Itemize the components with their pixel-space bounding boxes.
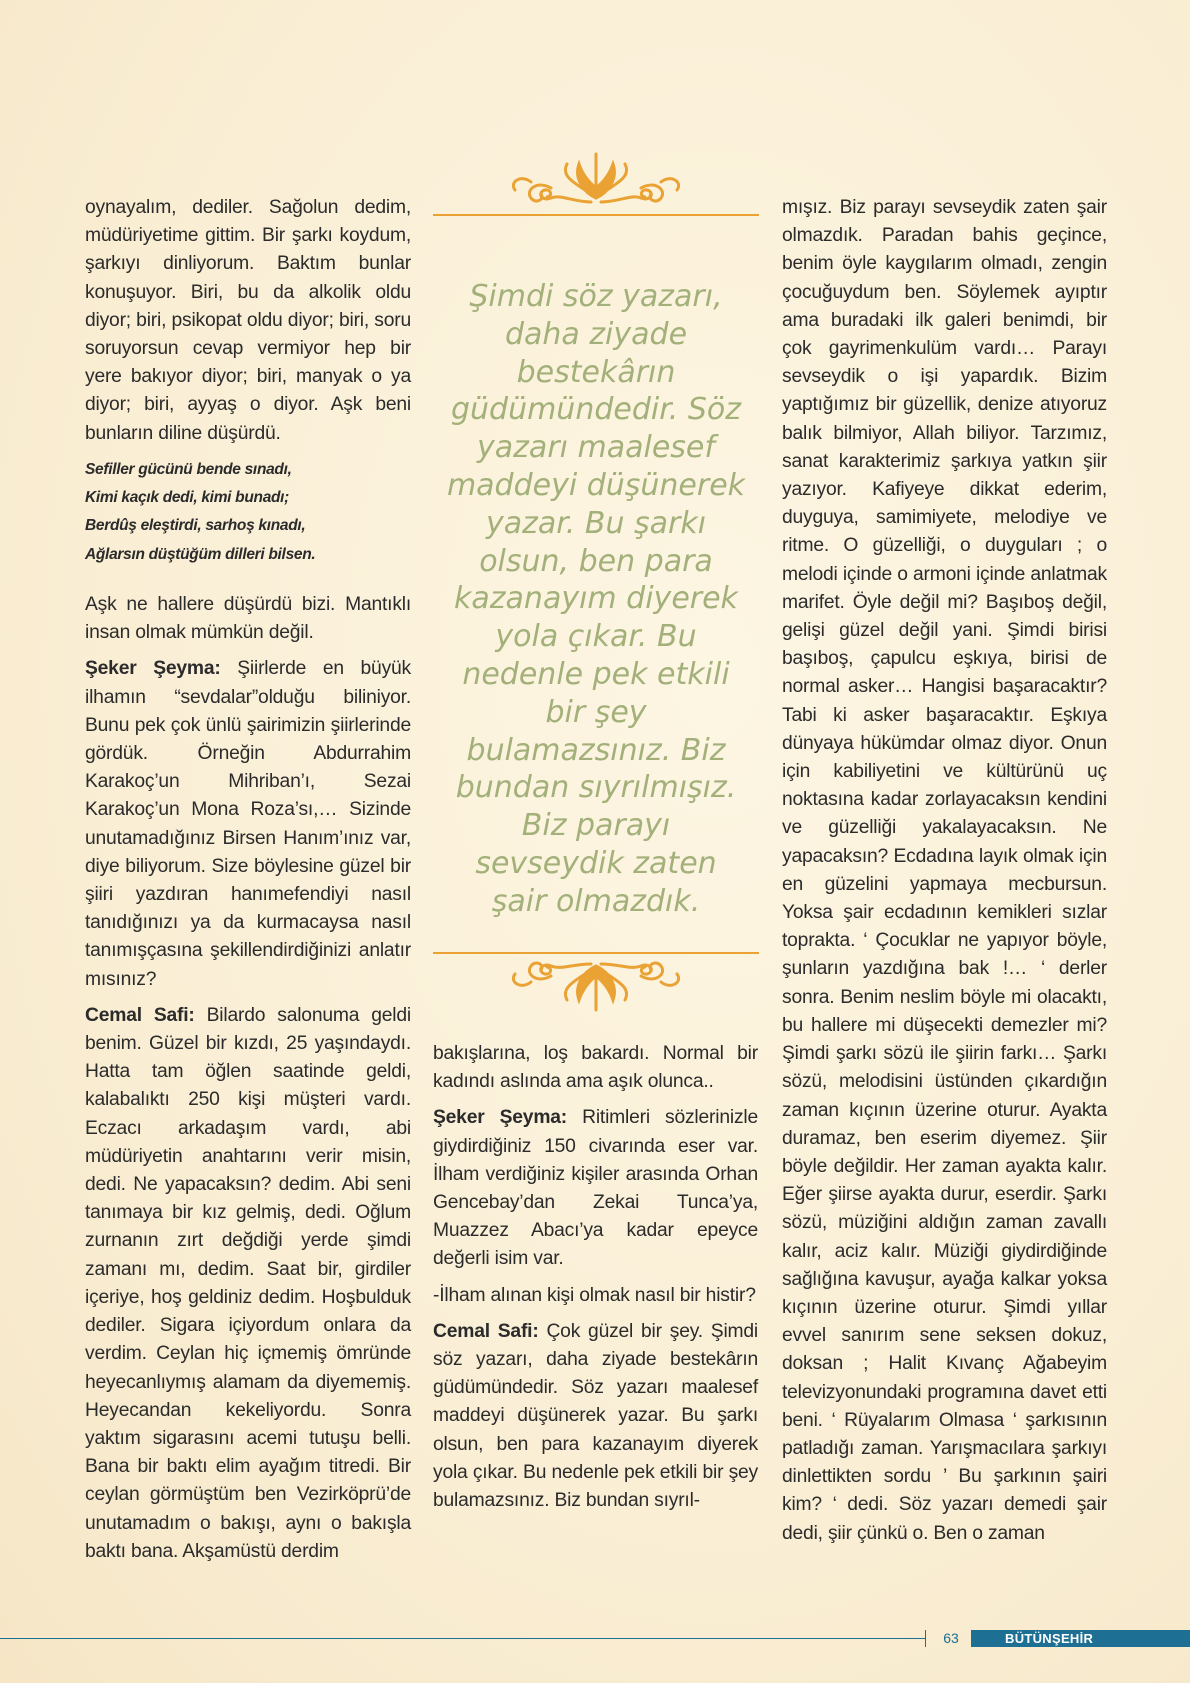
footer-divider: [925, 1630, 926, 1647]
divider-line: [433, 952, 759, 954]
poem-line: Berdûş eleştirdi, sarhoş kınadı,: [85, 517, 306, 535]
bottom-ornament: [433, 952, 759, 1012]
interview-question: [433, 1104, 758, 1273]
poem-stanza: [85, 456, 411, 569]
speaker-name: Cemal Safi:: [433, 1320, 539, 1342]
answer-text: Çok güzel bir şey. Şimdi söz yazarı, daha ziyade bestekârın güdümündedir. Söz yazarı maalesef maddeyi düşünerek yazar. Bu şarkı olsun, ben para kazanayım diyerek yola çıkar. Bu nedenle pek etkili bir şey bulamazsınız. Biz bundan sıyrıl-: [433, 1320, 758, 1512]
divider-line: [433, 214, 759, 216]
paragraph: mışız. Biz parayı sevseydik zaten şair olmazdık. Paradan bahis geçince, benim öyle kaygılarım olmadı, zengin çocuğuydum ben. Söylemek ayıptır ama buradaki ilk galeri benimdi, bir çok gayrimenkulüm vardı… Parayı sevseydik o işi yapardık. Bizim yaptığımız bir güzellik, denize atıyoruz balık bilmiyor, Allah biliyor. Tarzımız, sanat karakterimiz şarkıya yatkın şiir yazıyor. Kafiyeye dikkat ederim, duyguya, samimiyete, melodiye ve ritme. O güzelliği, o duyguları ; o melodi içinde o armoni içinde anlatmak marifet. Öyle değil mi? Başıboş değil, gelişi güzel değil yani. Şimdi birisi başıboş, çapulcu eşkıya, birisi de normal asker… Hangisi başaracaktır? Tabi ki asker başaracaktır. Eşkıya dünyaya hükümdar olmaz diyor. Onun için kabiliyetini ve kültürünü uç noktasına kadar zorlayacaksın kendini ve güzelliği yakalayacaksın. Ne yapacaksın? Ecdadına layık olmak için en güzelini yapmaya mecbursun. Yoksa şair ecdadının kemikleri sızlar toprakta. ‘ Çocuklar ne yapıyor böyle, şunların yazdığına bak !… ‘ derler sonra. Benim neslim böyle mi olacaktı, bu hallere mi düşecekti demezler mi? Şimdi şarkı sözü ile şiirin farkı… Şarkı sözü, melodisini üstünden çıkardığın zaman kıçının üzerine oturur. Ayakta duramaz, ben eserim diyemez. Şiir böyle değildir. Her zaman ayakta kalır. Eğer şiirse ayakta durur, eserdir. Şarkı sözü, müziğini aldığın zaman zavallı kalır, aciz kalır. Müziği giydirdiğinde sağlığına kavuşur, ayağa kalkar yoksa kıçının üzerine oturur. Şimdi yıllar evvel sanırım sene seksen dokuz, doksan ; Halit Kıvanç Ağabeyim televizyonundaki programına davet etti beni. ‘ Rüyalarım Olmasa ‘ şarkısının patladığı zaman. Yarışmacılara şarkıyı dinlettikten sordu ’ Bu şarkının şairi kim? ‘ dedi. Söz yazarı demedi şair dedi, şiir çünkü o. Ben o zaman: [782, 197, 1107, 1544]
question-text: Ritimleri sözlerinizle giydirdiğiniz 150 civarında eser var. İlham verdiğiniz kişiler arasında Orhan Gencebay’dan Zekai Tunca’ya, Muazzez Abacı’ya kadar epeyce değerli isim var.: [433, 1107, 759, 1270]
magazine-brand: BÜTÜNŞEHİR: [971, 1630, 1190, 1647]
question-text: Şiirlerde en büyük ilhamın “sevdalar”olduğu biliniyor. Bunu pek çok ünlü şairimizin şiirlerinde gördük. Örneğin Abdurrahim Karakoç’un Mihriban’ı, Sezai Karakoç’un Mona Roza’sı,… Sizinde unutamadığınız Birsen Hanım’ınız var, diye biliyorum. Size böylesine güzel bir şiiri yazdıran hanımefendiyi nasıl tanıdığınızı ya da kurmacaysa nasıl tanımışçasına şekillendirdiğinizi anlatır mısınız?: [85, 658, 411, 990]
pull-quote: Şimdi söz yazarı, daha ziyade bestekârın güdümündedir. Söz yazarı maalesef maddeyi düşünerek yazar. Bu şarkı olsun, ben para kazanayım diyerek yola çıkar. Bu nedenle pek etkili bir şey bulamazsınız. Biz bundan sıyrılmışız. Biz parayı sevseydik zaten şair olmazdık.: [446, 279, 746, 919]
interview-answer: [433, 1318, 758, 1515]
flourish-icon: [433, 956, 759, 1012]
top-ornament: [433, 152, 759, 222]
interview-question: -İlham alınan kişi olmak nasıl bir histir?: [433, 1284, 756, 1306]
speaker-name: Cemal Safi:: [85, 1004, 195, 1026]
page-number: 63: [943, 1630, 959, 1646]
interview-answer: [85, 1002, 411, 1566]
answer-text: Bilardo salonuma geldi benim. Güzel bir kızdı, 25 yaşındaydı. Hatta tam öğlen saatinde geldi, kalabalıktı 250 kişi müşteri vardı. Eczacı arkadaşım vardı, abi müdüriyetin anahtarını verir misin, dedi. Ne yapacaksın? dedim. Abi seni tanımaya bir kız gelmiş, dedi. Oğlum zurnanın zırt değdiği yerde şimdi zamanı mı, dedim. Saat bir, girdiler içeriye, hoş geldiniz dedim. Hoşbulduk dediler. Sigara içiyordum onlara da verdim. Ceylan hiç içmemiş ömründe heyecanlıymış alamam da diyememiş. Heyecandan kekeliyordu. Sonra yaktım sigarasını acemi tutuşu belli. Bana bir baktı elim ayağım titredi. Bir ceylan görmüştüm ben Vezirköprü’de unutamadım o bakışı, aynı o bakışla baktı bana. Akşamüstü derdim: [85, 1004, 411, 1562]
article-column-1: [85, 194, 411, 1574]
paragraph: oynayalım, dediler. Sağolun dedim, müdüriyetime gittim. Bir şarkı koydum, şarkıyı dinliyorum. Baktım bunlar konuşuyor. Biri, bu da alkolik oldu diyor; biri, psikopat oldu diyor; biri, soru soruyorsun cevap vermiyor hep bir yere bakıyor diyor; biri, manyak o ya diyor; biri, ayyaş o diyor. Aşk beni bunların diline düşürdü.: [85, 197, 411, 444]
speaker-name: Şeker Şeyma:: [85, 658, 221, 680]
poem-line: Sefiller gücünü bende sınadı,: [85, 460, 292, 478]
speaker-name: Şeker Şeyma:: [433, 1107, 568, 1129]
poem-line: Ağlarsın düştüğüm dilleri bilsen.: [85, 545, 316, 563]
paragraph: bakışlarına, loş bakardı. Normal bir kadındı aslında ama aşık olunca..: [433, 1043, 758, 1093]
interview-question: [85, 655, 411, 993]
flourish-icon: [433, 152, 759, 214]
page-footer: [0, 1630, 1190, 1654]
footer-rule: [0, 1638, 925, 1639]
article-column-3: [782, 194, 1107, 1556]
paragraph: Aşk ne hallere düşürdü bizi. Mantıklı insan olmak mümkün değil.: [85, 594, 411, 644]
poem-line: Kimi kaçık dedi, kimi bunadı;: [85, 489, 290, 507]
article-column-2: [433, 1040, 758, 1523]
